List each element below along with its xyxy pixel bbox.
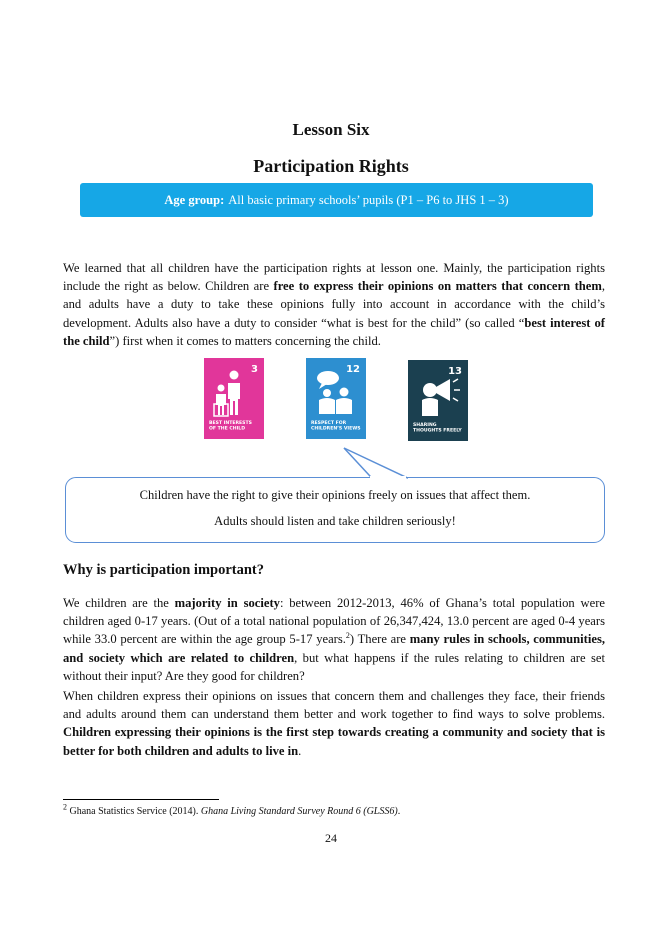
lesson-heading: Lesson Six [292,120,370,139]
intro-bold-1: free to express their opinions on matters that concern them [273,279,602,294]
para3-bold-1: Children expressing their opinions is the first step towards creating a community and society that is better for both children and adults to live in [63,725,605,758]
icon-caption-line2: OF THE CHILD [209,426,246,432]
intro-bold-2: best interest of the child [63,315,605,348]
respect-views-card [306,358,366,439]
icon-number-13: 13 [448,366,462,377]
intro-text-2: , and adults have a duty to take these opinions fully into account in accordance with the child’s development. Adults also have a duty to consider “what is best for the child” (so called “ [63,279,605,330]
footnote-ref: 2 [345,631,350,641]
para2-text-2: : between 2012-2013, 46% of Ghana’s total population were children aged 0-17 years. (Out of a total national population of 26,347,424, 13.0 percent are aged 0-4 years while 33.0 percent are within the age group 5-17 years. [63,596,605,647]
megaphone-icon [408,360,468,441]
page-title: Participation Rights [253,156,409,176]
sharing-thoughts-card [408,360,468,441]
callout-line-2: Adults should listen and take children seriously! [214,514,456,528]
footnote-end: . [397,806,401,817]
footnote-title: Ghana Living Standard Survey Round 6 (GLSS6) [200,806,398,817]
age-group-label: Age group: [164,192,225,207]
age-group-text: All basic primary schools’ pupils (P1 – P6 to JHS 1 – 3) [228,192,509,207]
footnote-divider [63,799,219,800]
expression-paragraph [63,687,605,760]
footnote-number: 2 [63,802,67,812]
footnote [63,802,401,817]
speech-bubble-tail [330,446,410,480]
icon-caption-line1: RESPECT FOR [311,421,347,426]
children-speaking-icon [306,358,366,439]
participation-paragraph [63,594,605,685]
para2-text-1: We children are the [63,596,175,610]
callout-line-1: Children have the right to give their opinions freely on issues that affect them. [139,488,531,502]
intro-text-3: ”) first when it comes to matters concerning the child. [109,333,381,348]
icon-number-12: 12 [346,364,360,375]
icon-caption-line2: CHILDREN’S VIEWS [311,426,361,432]
best-interests-card [204,358,264,439]
para2-bold-1: majority in society [174,596,280,610]
icon-caption-line1: SHARING [413,423,437,428]
para3-text-2: . [298,743,302,758]
footnote-text: Ghana Statistics Service (2014). [67,806,201,817]
para2-text-4: , but what happens if the rules relating to children are set without their input? Are they good for children? [63,650,605,683]
para2-bold-2: many rules in schools, communities, and society which are related to children [63,632,605,665]
para2-text-3: ) There are [349,632,410,647]
icon-number-3: 3 [251,364,258,375]
page-number: 24 [325,831,337,845]
age-group-banner [80,183,593,217]
section-subheading: Why is participation important? [63,562,264,578]
parent-child-icon [204,358,264,439]
speech-bubble [65,477,605,543]
intro-text-1: We learned that all children have the participation rights at lesson one. Mainly, the participation rights include the right as below. Children are [63,261,605,294]
para3-text-1: When children express their opinions on issues that concern them and challenges they face, their friends and adults around them can understand them better and work together to find ways to solve problems. [63,689,605,722]
icon-caption-line1: BEST INTERESTS [209,421,252,426]
icon-caption-line2: THOUGHTS FREELY [413,428,462,434]
intro-paragraph [63,259,605,350]
